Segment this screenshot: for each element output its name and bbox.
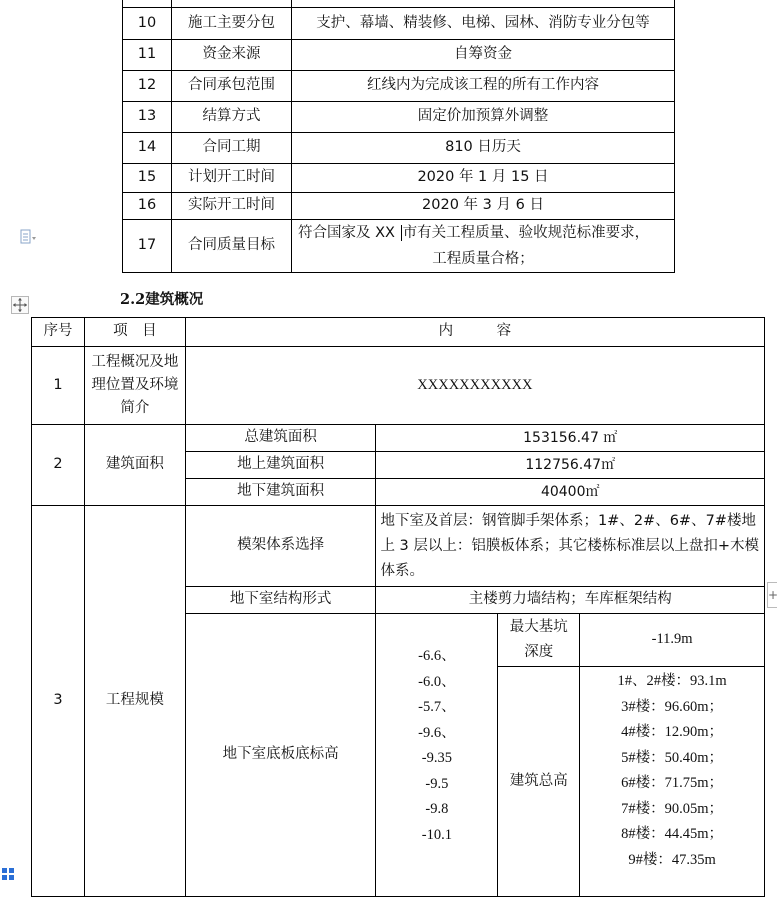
table-row: [32, 506, 765, 587]
row-value: 自筹资金: [292, 40, 675, 71]
row-value[interactable]: 符合国家及 XX 市有关工程质量、验收规范标准要求， 工程质量合格；: [292, 220, 675, 273]
elevation-list: [376, 614, 498, 897]
sub-value: 112756.47㎡: [376, 452, 765, 479]
sub-label: 地上建筑面积: [185, 452, 376, 479]
height-label: 建筑总高: [498, 667, 580, 897]
row-value: 2020 年 3 月 6 日: [292, 193, 675, 220]
table-row: [123, 220, 675, 273]
row-number: 15: [123, 164, 172, 193]
table-row: [123, 193, 675, 220]
table-row: [123, 133, 675, 164]
row-number: 2: [32, 425, 85, 506]
pit-value: -11.9m: [580, 614, 765, 667]
row-number: 16: [123, 193, 172, 220]
elevation-lines: -6.6、 -6.0、 -5.7、 -9.6、 -9.35 -9.5 -9.8 -10.1: [418, 648, 456, 843]
sub-value: 主楼剪力墙结构；车库框架结构: [376, 587, 765, 614]
building-overview-table: [31, 317, 765, 897]
row-value: 固定价加预算外调整: [292, 102, 675, 133]
row-number: 12: [123, 71, 172, 102]
add-column-tab[interactable]: +: [767, 582, 777, 608]
table-row: [123, 102, 675, 133]
row-label: 施工主要分包: [172, 8, 292, 40]
header-item: 项 目: [84, 318, 185, 347]
row-number: 13: [123, 102, 172, 133]
sub-label: 总建筑面积: [185, 425, 376, 452]
pit-label: 最大基坑深度: [498, 614, 580, 667]
row-number: 3: [32, 506, 85, 897]
row-item: 建筑面积: [84, 425, 185, 506]
row-number: 10: [123, 8, 172, 40]
grid-icon[interactable]: [0, 862, 17, 881]
row-item: 工程规模: [84, 506, 185, 897]
table-header-row: [32, 318, 765, 347]
table-row: [32, 425, 765, 452]
row-value: 红线内为完成该工程的所有工作内容: [292, 71, 675, 102]
contract-info-table: [122, 0, 675, 273]
row-item: 工程概况及地理位置及环境简介: [84, 347, 185, 425]
row-value: 2020 年 1 月 15 日: [292, 164, 675, 193]
table-row: [123, 0, 675, 8]
row-value: 支护、幕墙、精装修、电梯、园林、消防专业分包等: [292, 8, 675, 40]
sub-label: 地下室结构形式: [185, 587, 376, 614]
row-number: 11: [123, 40, 172, 71]
row-label: 实际开工时间: [172, 193, 292, 220]
row-label: 结算方式: [172, 102, 292, 133]
sub-label: 地下建筑面积: [185, 479, 376, 506]
row-label: 计划开工时间: [172, 164, 292, 193]
header-content: 内 容: [185, 318, 764, 347]
table-row: [123, 8, 675, 40]
row-label: 资金来源: [172, 40, 292, 71]
row-value: XXXXXXXXXXX: [185, 347, 764, 425]
height-list: 1#、2#楼：93.1m 3#楼：96.60m； 4#楼：12.90m； 5#楼：50.40m； 6#楼：71.75m； 7#楼：90.05m； 8#楼：44.45m； 9#楼：47.35m: [580, 667, 765, 897]
table-row: [123, 164, 675, 193]
table-row: [123, 40, 675, 71]
sub-value: 40400㎡: [376, 479, 765, 506]
header-no: 序号: [32, 318, 85, 347]
row-number: 17: [123, 220, 172, 273]
row-value: 810 日历天: [292, 133, 675, 164]
sub-value: 153156.47 ㎡: [376, 425, 765, 452]
table-move-handle-icon[interactable]: [11, 296, 29, 314]
page-icon[interactable]: [20, 229, 38, 245]
table-row: [32, 347, 765, 425]
row-label: 合同工期: [172, 133, 292, 164]
sub-label: 地下室底板底标高: [185, 614, 376, 897]
row-number: 14: [123, 133, 172, 164]
row-label: 合同质量目标: [172, 220, 292, 273]
section-heading: 2.2建筑概况: [120, 291, 204, 308]
row-label: 合同承包范围: [172, 71, 292, 102]
sub-value: 地下室及首层：钢管脚手架体系；1#、2#、6#、7#楼地上 3 层以上：铝膜板体系；其它楼栋标准层以上盘扣+木模体系。: [376, 506, 765, 587]
sub-label: 模架体系选择: [185, 506, 376, 587]
row-number: 1: [32, 347, 85, 425]
table-row: [123, 71, 675, 102]
text-cursor: [401, 225, 402, 241]
